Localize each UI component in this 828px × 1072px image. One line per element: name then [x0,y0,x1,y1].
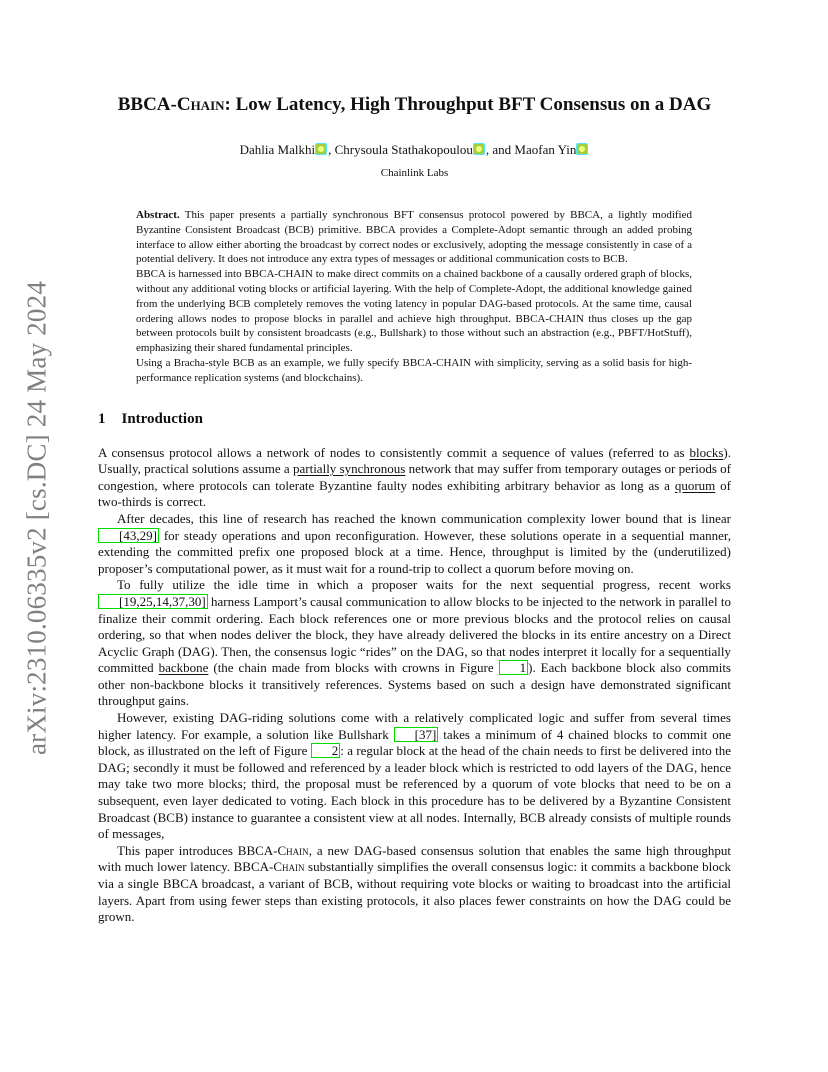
body-paragraph: This paper introduces BBCA-Chain, a new DAG-based consensus solution that enables the same high throughput with much lower latency. BBCA-Chain substantially simplifies the overall consensus logic: it commits a backbone block via a single BBCA broadcast, a variant of BCB, without requiring vote blocks or waiting to broadcast into the artificial layers. Apart from using fewer steps than existing protocols, it also places fewer constraints on how the DAG could be grown. [98,842,731,925]
introduction-body [98,445,731,926]
author-name: Dahlia Malkhi [239,142,316,157]
citation-link[interactable]: [43,29] [98,528,159,543]
term-underlined: quorum [674,477,716,493]
abstract-paragraph: BBCA is harnessed into BBCA-CHAIN to make direct commits on a chained backbone of a causally ordered graph of blocks, without any additional voting blocks or artificial layering. With the help of Complete-Adopt, the additional knowledge gained from the underlying BCB completely removes the voting latency in popular DAG-based protocols. At the same time, causal ordering allows nodes to propose blocks in parallel and achieve high throughput. BBCA-CHAIN thus closes up the gap between protocols built by consistent broadcasts (e.g., Bullshark) to those without such an abstraction (e.g., PBFT/HotStuff), emphasizing their shared fundamental principles. [136,268,692,355]
abstract-paragraph: Using a Bracha-style BCB as an example, we fully specify BBCA-CHAIN with simplicity, serving as a solid basis for high-performance replication systems (and blockchains). [136,356,692,384]
term-underlined: backbone [158,660,209,676]
term-underlined: blocks [689,444,724,460]
term-underlined: partially synchronous [292,461,406,477]
section-title: Introduction [121,410,203,427]
paper-title: BBCA-Chain: Low Latency, High Throughput BFT Consensus on a DAG [117,94,712,115]
figure-reference-link[interactable]: 2 [311,743,341,758]
body-paragraph: A consensus protocol allows a network of nodes to consistently commit a sequence of values (referred to as blocks). Usually, practical solutions assume a partially synchronous network that may suffer from temporary outages or periods of congestion, where protocols can tolerate Byzantine faulty nodes exhibiting arbitrary behavior as long as a quorum of two-thirds is correct. [98,444,731,510]
affiliation: Chainlink Labs [380,167,449,179]
abstract-paragraph: Abstract. This paper presents a partially synchronous BFT consensus protocol powered by BBCA, a lightly modified Byzantine Consistent Broadcast (BCB) primitive. BBCA provides a Complete-Adopt semantic through an added probing interface to allow either aborting the broadcast by correct nodes or exclusively, adopting the message consistently in case of a potential delivery. It does not introduce any extra types of messages or additional communication costs to BCB. [136,209,692,266]
citation-link[interactable]: [37] [394,727,439,742]
paper-page [98,92,731,926]
section-heading [98,409,731,429]
arxiv-sidebar [22,275,52,760]
author-list: Dahlia Malkhi , Chrysoula Stathakopoulou , and Maofan Yin [98,141,731,159]
arxiv-identifier: arXiv:2310.06335v2 [cs.DC] 24 May 2024 [21,280,52,755]
section-number: 1 [98,410,106,427]
author-name: Chrysoula Stathakopoulou [334,142,473,157]
orcid-icon[interactable] [315,143,327,155]
citation-link[interactable]: [19,25,14,37,30] [98,594,208,609]
orcid-icon[interactable] [576,143,588,155]
abstract [136,208,692,386]
abstract-label: Abstract. [136,209,180,221]
orcid-icon[interactable] [473,143,485,155]
author-name: Maofan Yin [514,142,577,157]
body-paragraph: After decades, this line of research has reached the known communication complexity lower bound that is linear [43,29] for steady operations and upon reconfiguration. However, these solutions operate in a sequential manner, extending the committed prefix one proposed block at a time. Hence, throughput is limited by the (underutilized) proposer’s computational power, as it must wait for a round-trip to collect a quorum before moving on. [98,510,731,576]
figure-reference-link[interactable]: 1 [499,660,529,675]
body-paragraph: To fully utilize the idle time in which a proposer waits for the next sequential progress, recent works [19,25,14,37,30] harness Lamport’s causal communication to allow blocks to be injected to the network in parallel to finalize their commit ordering. Each block references one or more previous blocks and the protocol relies on causal ordering, so that when nodes deliver the block, they have already delivered the blocks in its entire ancestry on a Direct Acyclic Graph (DAG). Then, the consensus logic “rides” on the DAG, so that nodes interpret it locally for a sequentially committed backbone (the chain made from blocks with crowns in Figure 1 ). Each backbone block also commits other non-backbone blocks it transitively references. Systems based on such a design have demonstrated significant throughput gains. [98,577,731,709]
body-paragraph: However, existing DAG-riding solutions come with a relatively complicated logic and suffer from several times higher latency. For example, a solution like Bullshark [37] takes a minimum of 4 chained blocks to commit one block, as illustrated on the left of Figure 2 : a regular block at the head of the chain needs to first be delivered into the DAG; secondly it must be followed and referenced by a leader block which is restricted to odd layers of the DAG, hence may take two more blocks; third, the proposal must be referenced by a quorum of vote blocks that need to be on a subsequent, even layer dedicated to voting. Each block in this procedure has to be delivered by a Byzantine Consistent Broadcast (BCB) instance to guarantee a consistent view at all nodes. Internally, BCB already consists of multiple rounds of messages, [98,710,731,842]
